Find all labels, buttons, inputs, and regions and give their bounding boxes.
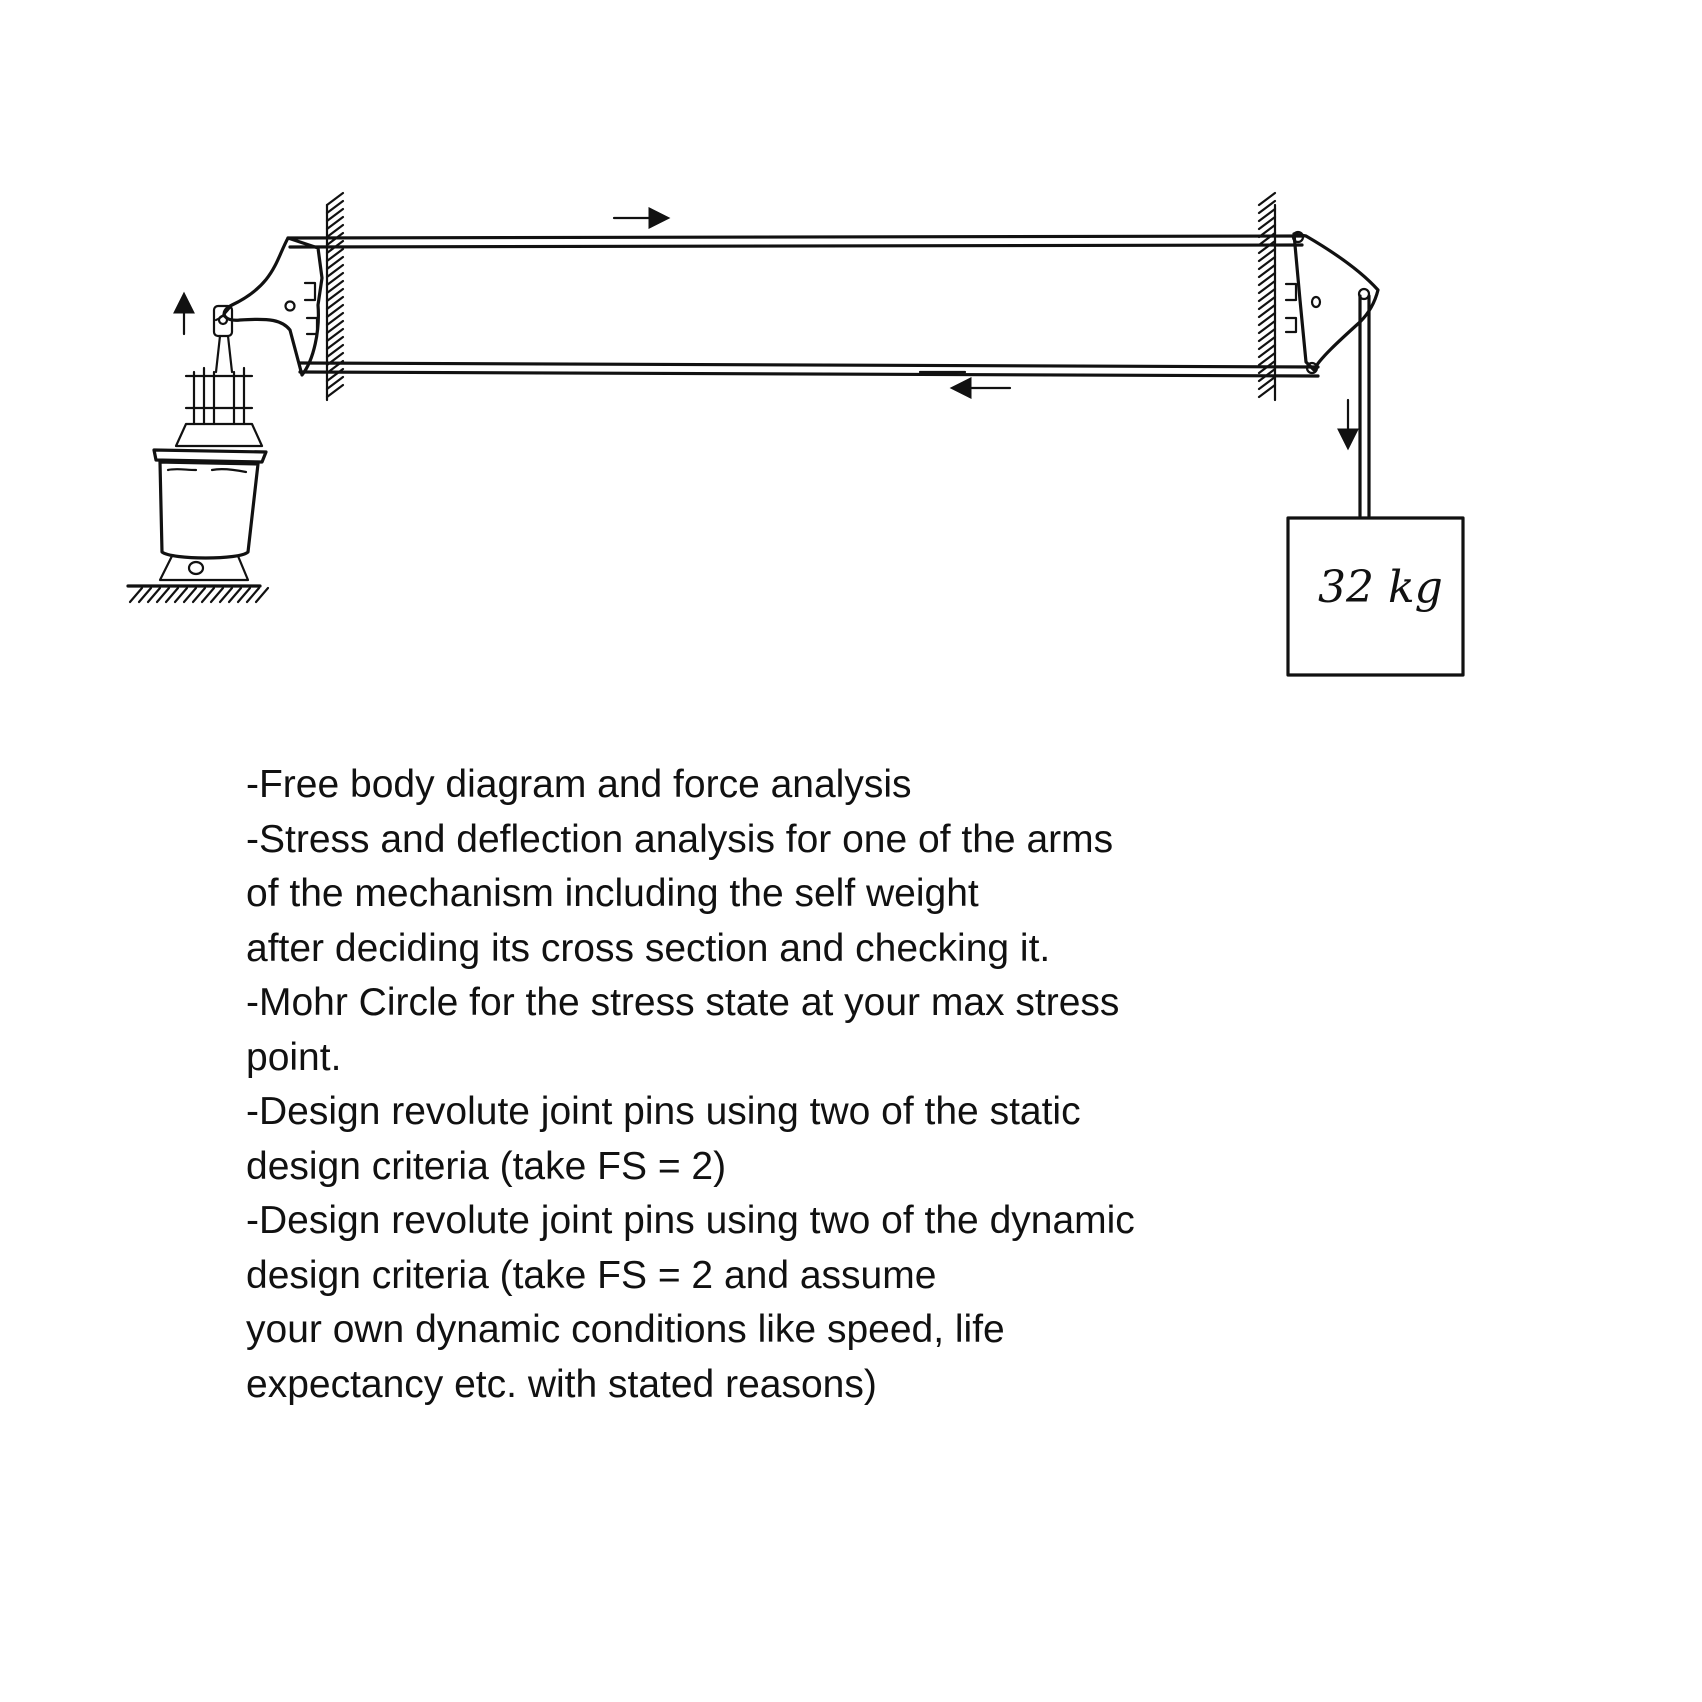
- requirement-line: -Mohr Circle for the stress state at your max stress: [246, 981, 1120, 1024]
- requirement-line: design criteria (take FS = 2): [246, 1144, 727, 1188]
- left-crank-link: [216, 238, 322, 375]
- rope: [1360, 296, 1369, 516]
- right-wall-support: [1259, 193, 1275, 400]
- upper-arm: [288, 236, 1302, 247]
- requirement-line: -Free body diagram and force analysis: [246, 763, 912, 806]
- requirement-line: after deciding its cross section and checking it.: [246, 926, 1051, 970]
- actuator-motor: [128, 296, 268, 602]
- requirement-line: point.: [246, 1035, 342, 1079]
- requirement-line: expectancy etc. with stated reasons): [246, 1362, 877, 1406]
- requirement-line: -Design revolute joint pins using two of the dynamic: [246, 1199, 1135, 1242]
- requirement-line: your own dynamic conditions like speed, life: [246, 1308, 1005, 1351]
- lower-arm: [300, 363, 1318, 376]
- requirement-line: design criteria (take FS = 2 and assume: [246, 1253, 937, 1297]
- left-wall-support: [327, 193, 343, 400]
- mechanism-diagram: [0, 0, 1702, 760]
- requirement-line: of the mechanism including the self weight: [246, 872, 979, 915]
- requirement-line: -Stress and deflection analysis for one of the arms: [246, 817, 1114, 861]
- right-triangle-link: [1286, 232, 1378, 373]
- requirement-line: -Design revolute joint pins using two of the static: [246, 1090, 1081, 1133]
- requirements-list: [246, 758, 1646, 1412]
- hanging-mass: [1288, 518, 1463, 675]
- mass-label: 32 kg: [1318, 562, 1443, 613]
